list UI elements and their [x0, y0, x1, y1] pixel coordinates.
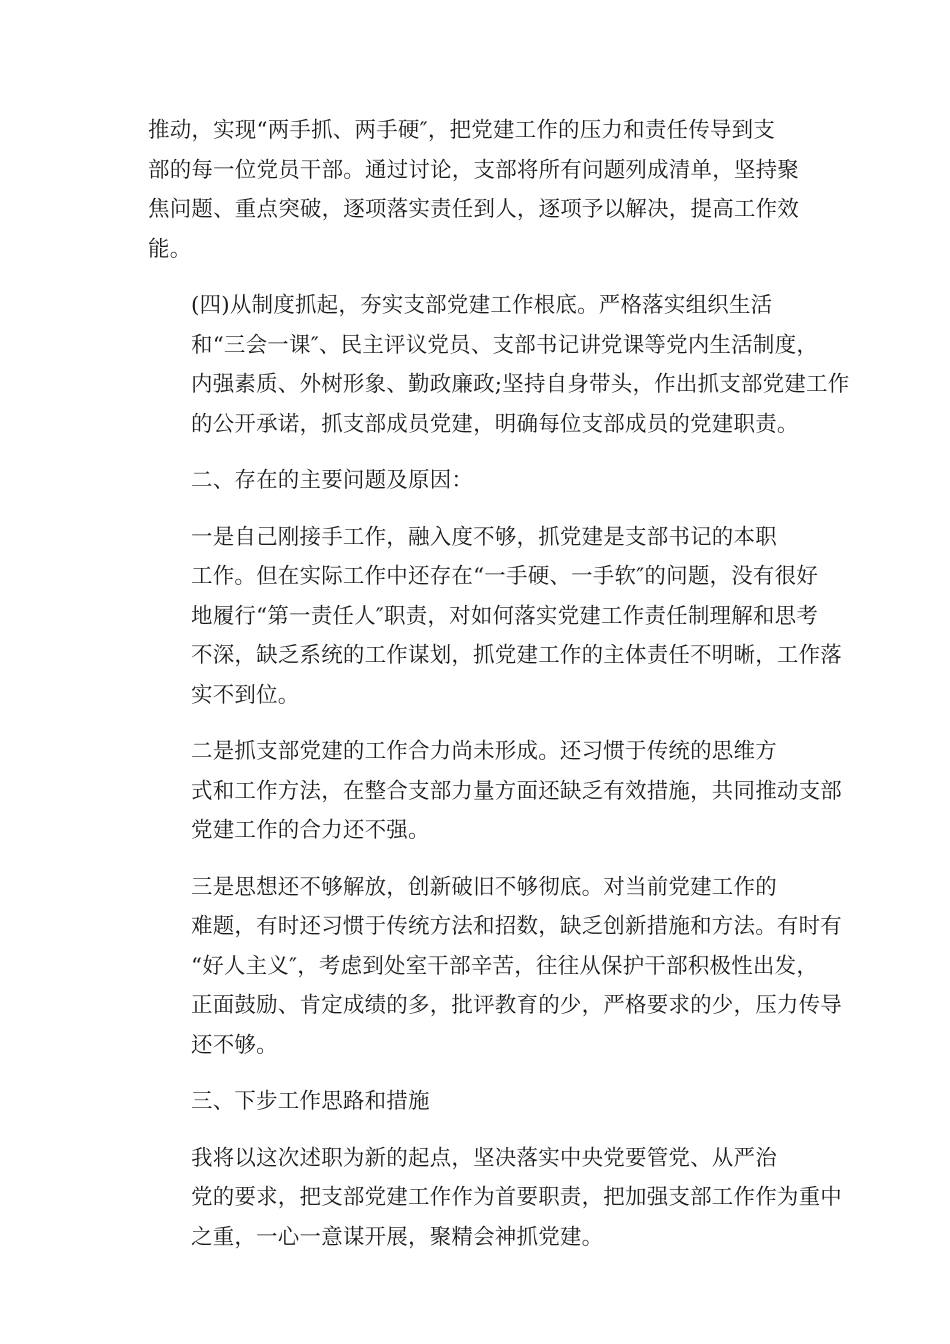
text-line: 三是思想还不够解放，创新破旧不够彻底。对当前党建工作的 — [191, 874, 777, 900]
text-line: 党建工作的合力还不强。 — [191, 818, 430, 843]
text-line: 党的要求，把支部党建工作作为首要职责，把加强支部工作作为重中 — [191, 1185, 843, 1210]
text-line: 焦问题、重点突破，逐项落实责任到人，逐项予以解决，提高工作效 — [148, 197, 800, 222]
text-line: 式和工作方法，在整合支部力量方面还缺乏有效措施，共同推动支部 — [191, 778, 843, 804]
paragraph — [148, 732, 843, 851]
text-line: 实不到位。 — [191, 682, 300, 708]
document-body — [148, 111, 850, 1274]
paragraph — [148, 286, 850, 444]
text-line: 我将以这次述职为新的起点，坚决落实中央党要管党、从严治 — [191, 1145, 777, 1171]
text-line: 工作。但在实际工作中还存在“一手硬、一手软″的问题，没有很好 — [191, 564, 819, 589]
text-line: 不深，缺乏系统的工作谋划，抓党建工作的主体责任不明晰，工作落 — [191, 643, 843, 668]
paragraph — [148, 461, 808, 501]
text-line: 难题，有时还习惯于传统方法和招数，缺乏创新措施和方法。有时有 — [191, 914, 843, 939]
text-line: 地履行“第一责任人″职责，对如何落实党建工作责任制理解和思考 — [191, 603, 819, 629]
paragraph — [148, 518, 843, 716]
paragraph — [148, 111, 808, 269]
text-line: (四)从制度抓起，夯实支部党建工作根底。严格落实组织生活 — [191, 293, 773, 318]
paragraph — [148, 1082, 808, 1122]
text-line: 的公开承诺，抓支部成员党建，明确每位支部成员的党建职责。 — [191, 411, 799, 437]
text-line: 能。 — [148, 236, 192, 262]
text-line: 推动，实现“两手抓、两手硬″，把党建工作的压力和责任传导到支 — [148, 118, 776, 143]
text-line: 之重，一心一意谋开展，聚精会神抓党建。 — [191, 1224, 604, 1250]
paragraph — [148, 868, 843, 1066]
paragraph — [148, 1139, 843, 1258]
text-line: “好人主义″，考虑到处室干部辛苦，往往从保护干部积极性出发， — [191, 953, 819, 979]
text-line: 和“三会一课″、民主评议党员、支部书记讲党课等党内生活制度， — [191, 332, 819, 358]
text-line: 二、存在的主要问题及原因： — [191, 468, 474, 493]
text-line: 部的每一位党员干部。通过讨论，支部将所有问题列成清单，坚持聚 — [148, 157, 800, 183]
text-line: 内强素质、外树形象、勤政廉政;坚持自身带头，作出抓支部党建工作 — [191, 372, 850, 397]
text-line: 三、下步工作思路和措施 — [191, 1089, 430, 1114]
text-line: 正面鼓励、肯定成绩的多，批评教育的少，严格要求的少，压力传导 — [191, 993, 843, 1018]
text-line: 一是自己刚接手工作，融入度不够，抓党建是支部书记的本职 — [191, 524, 777, 550]
text-line: 二是抓支部党建的工作合力尚未形成。还习惯于传统的思维方 — [191, 739, 777, 764]
text-line: 还不够。 — [191, 1032, 278, 1058]
